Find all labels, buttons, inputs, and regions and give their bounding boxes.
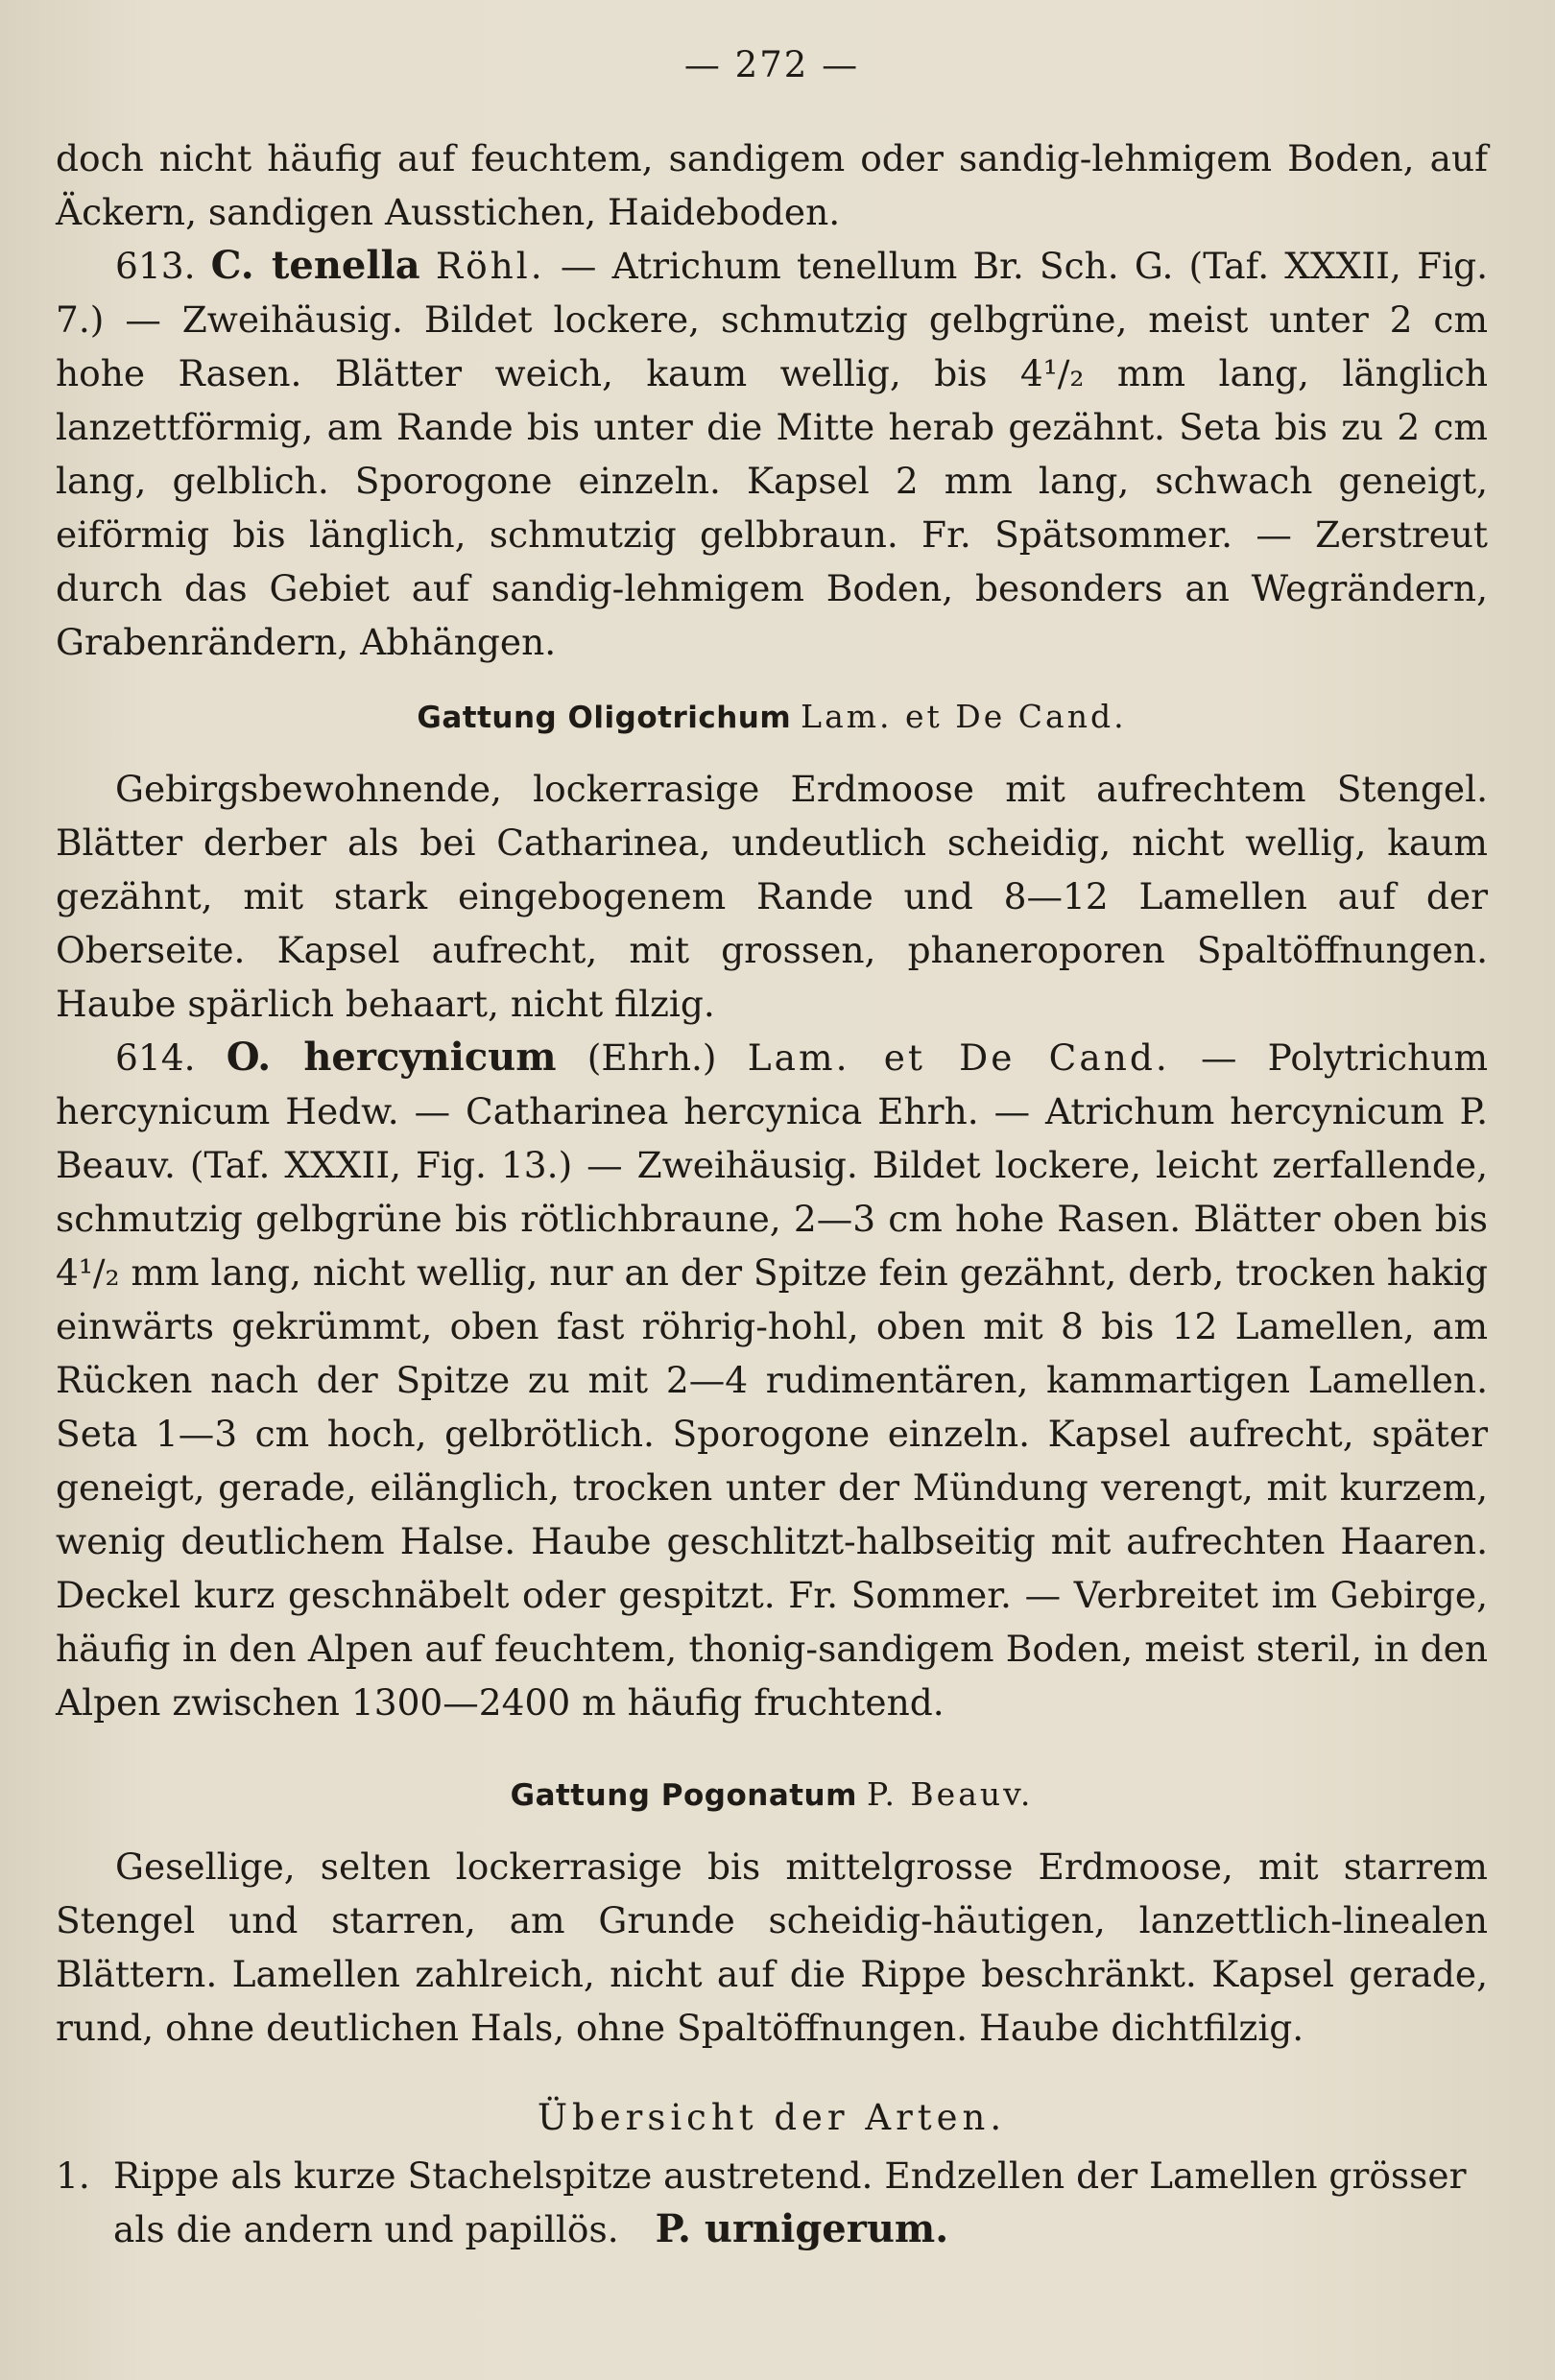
- genus-oligotrichum-author: Lam. et De Cand.: [801, 698, 1127, 735]
- overview-title: Übersicht der Arten.: [537, 2097, 1007, 2138]
- species-613-number: 613.: [115, 245, 196, 287]
- genus-pogonatum-heading: [56, 1768, 1488, 1822]
- species-613-entry: [56, 239, 1488, 669]
- species-614-text: — Polytrichum hercynicum Hedw. — Catharinea hercynica Ehrh. — Atrichum hercynicum P. Beauv. (Taf. XXXII, Fig. 13.) — Zweihäusig. Bildet lockere, leicht zerfallende, schmutzig gelbgrüne bis rötlichbraune, 2—3 cm hohe Rasen. Blätter oben bis 4¹/₂ mm lang, nicht wellig, nur an der Spitze fein gezähnt, derb, trocken hakig einwärts gekrümmt, oben fast röhrig-hohl, oben mit 8 bis 12 Lamellen, am Rücken nach der Spitze zu mit 2—4 rudimentären, kammartigen Lamellen. Seta 1—3 cm hoch, gelbrötlich. Sporogone einzeln. Kapsel aufrecht, später geneigt, gerade, eilänglich, trocken unter der Mündung verengt, mit kurzem, wenig deutlichem Halse. Haube geschlitzt-halbseitig mit aufrechten Haaren. Deckel kurz geschnäbelt oder gespitzt. Fr. Sommer. — Verbreitet im Gebirge, häufig in den Alpen auf feuchtem, thonig-sandigem Boden, meist steril, in den Alpen zwischen 1300—2400 m häufig fruchtend.: [56, 1036, 1489, 1724]
- key-entry-1-text: Rippe als kurze Stachelspitze austretend. Endzellen der Lamellen grösser als die andern und papillös.: [113, 2154, 1467, 2250]
- genus-oligotrichum-label: Gattung Oligotrichum: [417, 701, 792, 735]
- species-614-author2: Lam. et De Cand.: [747, 1036, 1170, 1079]
- key-entry-1-body: [113, 2149, 1488, 2256]
- genus-pogonatum-label: Gattung Pogonatum: [510, 1778, 857, 1813]
- species-613-name: C. tenella: [210, 243, 420, 288]
- key-entry-1-number: 1.: [56, 2154, 90, 2197]
- species-613-author: Röhl.: [435, 245, 545, 287]
- page-number: — 272 —: [683, 44, 860, 85]
- species-614-entry: [56, 1031, 1488, 1729]
- genus-pogonatum-description: Gesellige, selten lockerrasige bis mittelgrosse Erdmoose, mit starrem Stengel und starren, am Grunde scheidig-häutigen, lanzettlich-linealen Blättern. Lamellen zahlreich, nicht auf die Rippe beschränkt. Kapsel gerade, rund, ohne deutlichen Hals, ohne Spaltöffnungen. Haube dichtfilzig.: [56, 1845, 1488, 2049]
- genus-oligotrichum-description: Gebirgsbewohnende, lockerrasige Erdmoose mit aufrechtem Stengel. Blätter derber als bei Catharinea, undeutlich scheidig, nicht wellig, kaum gezähnt, mit stark eingebogenem Rande und 8—12 Lamellen auf der Oberseite. Kapsel aufrecht, mit grossen, phaneroporen Spaltöffnungen. Haube spärlich behaart, nicht filzig.: [56, 768, 1488, 1025]
- species-613-text: — Atrichum tenellum Br. Sch. G. (Taf. XXXII, Fig. 7.) — Zweihäusig. Bildet lockere, schmutzig gelbgrüne, meist unter 2 cm hohe Rasen. Blätter weich, kaum wellig, bis 4¹/₂ mm lang, länglich lanzettförmig, am Rande bis unter die Mitte herab gezähnt. Seta bis zu 2 cm lang, gelblich. Sporogone einzeln. Kapsel 2 mm lang, schwach geneigt, eiförmig bis länglich, schmutzig gelbbraun. Fr. Spätsommer. — Zerstreut durch das Gebiet auf sandig-lehmigem Boden, besonders an Wegrändern, Grabenrändern, Abhängen.: [56, 245, 1489, 663]
- key-entry-1: [56, 2149, 1488, 2256]
- species-614-author1: (Ehrh.): [586, 1036, 717, 1079]
- genus-pogonatum-author: P. Beauv.: [866, 1775, 1034, 1813]
- key-entry-1-result: P. urnigerum.: [655, 2206, 949, 2251]
- genus-oligotrichum-heading: [56, 690, 1488, 745]
- species-614-name: O. hercynicum: [226, 1035, 557, 1080]
- species-614-number: 614.: [115, 1036, 196, 1079]
- intro-paragraph: doch nicht häufig auf feuchtem, sandigem oder sandig-lehmigem Boden, auf Äckern, sandigen Ausstichen, Haideboden.: [56, 137, 1488, 233]
